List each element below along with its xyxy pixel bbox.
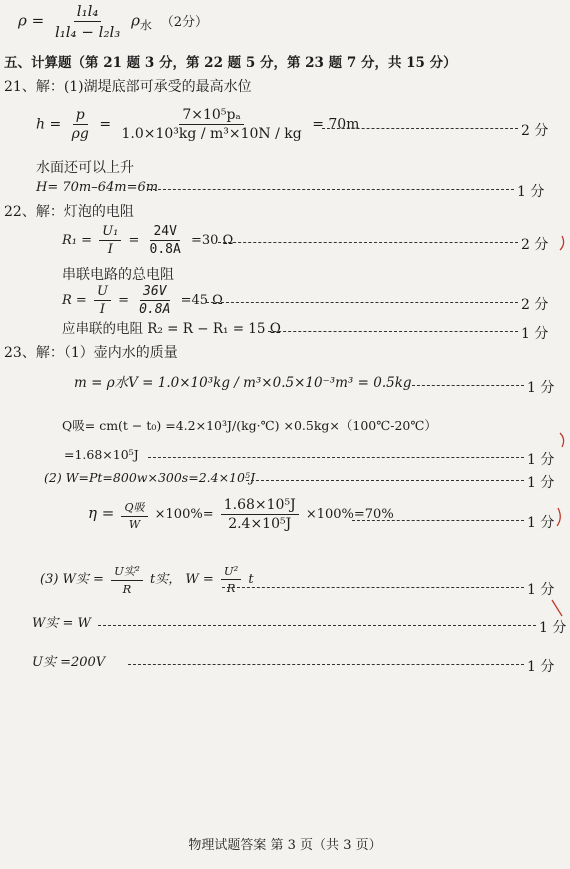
q23-p3-fraction2 [221,564,241,595]
pen-marks [540,0,570,869]
q21-H-score: 1 分 [517,184,545,200]
q22-heading: 22、解：灯泡的电阻 [4,204,134,220]
q22-r1-fraction2 [147,224,184,257]
pen-mark-2 [560,433,564,447]
q23-wsw-line: W实 = W [32,616,91,631]
q23-u-line: U实 =200V [32,655,106,670]
q23-p3-end: t [248,572,254,587]
q21-h-fraction2 [119,107,305,142]
q22-r-score: 2 分 [521,297,549,313]
q23-mass-line: m = ρ水V = 1.0×10³kg / m³×0.5×10⁻³m³ = 0.5kg [74,375,412,391]
q23-eta-f2-den: 2.4×10⁵J [228,516,292,532]
q23-eta-f2-num: 1.68×10⁵J [221,497,299,515]
q23-p3-f2-den: R [226,581,236,595]
q22-r-lhs: R = [62,293,87,308]
q21-height-formula: h = $\frac{p}{\rho g}$ = $\frac{\text{7×10⁵pₐ}}{\text{1.0×10³kg / m³×10N / kg}}$ = 70m [36,107,360,142]
q23-wsw-leader [98,625,536,626]
q23-p3-f2-num: U² [221,564,241,580]
q23-eta-score: 1 分 [527,515,555,531]
q23-p3-f1-num: U实² [111,563,143,581]
q22-r1-lhs: R₁ = [62,233,93,248]
q21-h-f1-den: ρg [71,126,89,142]
q21-H-line: H= 70m–64m=6m [36,180,159,195]
q23-eta-fraction2 [221,497,299,532]
q22-r-formula: R = $\frac{U}{I}$ = $\frac{36V}{0.8A}$ =45 Ω [62,284,223,317]
q23-p3-f1-den: R [122,582,132,596]
q21-h-score: 2 分 [521,123,549,139]
top-formula-fraction [52,2,123,41]
q22-r2-leader [268,331,518,332]
q23-eta-lhs: η = [88,504,115,522]
q22-r2-text: 应串联的电阻 R₂ = R − R₁ = 15 Ω [62,321,281,337]
q23-eta-leader [352,520,524,521]
q23-p3-score: 1 分 [527,582,555,598]
top-formula-den: l₁l₄ − l₂l₃ [54,23,121,41]
q23-part3-formula [40,563,254,596]
q23-eta-end: ×100%=70% [305,507,394,522]
pen-mark-4 [552,600,562,616]
q23-efficiency-formula [88,497,394,532]
q21-heading: 21、解：(1)湖堤底部可承受的最高水位 [4,79,252,95]
q22-r1-f1-num: U₁ [99,224,121,241]
q22-r-fraction1 [94,284,111,317]
section-title: 五、计算题（第 21 题 3 分，第 22 题 5 分，第 23 题 7 分，共 15 分） [4,55,457,71]
q23-p3-mid: t实， W = [150,572,214,587]
q22-r-fraction2 [136,284,173,317]
q22-r1-result: =30 Ω [190,233,234,248]
q22-r1-f2-den: 0.8A [149,242,181,257]
q23-eta-mid: ×100%= [154,507,214,522]
q22-series-text: 串联电路的总电阻 [62,267,174,283]
q22-r1-leader [218,242,518,243]
q22-r-f1-den: I [99,302,106,317]
top-formula [18,2,208,41]
q21-h-fraction1 [69,107,92,142]
q22-r1-f2-num: 24V [150,224,179,241]
q21-rise-text: 水面还可以上升 [36,160,134,176]
q22-r-f2-den: 0.8A [139,302,171,317]
page-footer: 物理试题答案 第 3 页（共 3 页） [188,838,382,853]
q23-mass-score: 1 分 [527,380,555,396]
top-formula-score: （2分） [160,14,208,30]
q21-h-lhs: h = [36,116,62,133]
q22-r1-score: 2 分 [521,237,549,253]
q23-heat-score: 1 分 [527,452,555,468]
q22-r1-fraction1 [99,224,121,257]
q21-h-f1-num: p [73,107,88,125]
q23-eta-f1-den: W [128,517,141,531]
q22-r-leader [206,302,518,303]
q21-h-result: = 70m [312,116,360,133]
q21-H-leader [148,189,514,190]
pen-mark-3 [557,508,560,526]
q21-h-f2-den: 1.0×10³kg / m³×10N / kg [121,126,302,142]
q23-heat-line: Q吸= cm(t − t₀) =4.2×10³J/(kg·℃) ×0.5kg×（100℃-20℃） [62,418,437,433]
q23-eta-f1-num: Q吸 [121,499,147,517]
q23-eta-fraction1 [121,499,147,531]
q23-u-leader [128,664,524,665]
q23-work-line: (2) W=Pt=800w×300s=2.4×10⁵J [44,470,255,485]
rho-water-subscript: 水 [139,18,152,33]
top-formula-num: l₁l₄ [74,2,102,22]
q23-work-leader [246,480,524,481]
q23-p3-fraction1 [111,563,143,596]
pen-mark-1 [560,236,564,250]
q23-u-score: 1 分 [527,659,555,675]
rho-water: ρ [131,11,140,30]
q23-work-score: 1 分 [527,475,555,491]
q22-r-f1-num: U [94,284,111,301]
q22-r1-formula: R₁ = $\frac{\text{U₁}}{I}$ = $\frac{24V}{0.8A}$ =30 Ω [62,224,234,257]
q21-h-f2-num: 7×10⁵pₐ [179,107,243,125]
q23-heat-leader [148,457,524,458]
q23-p3-pre: (3) W实 = [40,572,104,587]
q23-wsw-score: 1 分 [539,620,567,636]
q23-mass-leader [412,385,524,386]
q22-r-result: =45 Ω [180,293,223,308]
q23-heat-result: =1.68×10⁵J [64,447,139,462]
q22-r1-f1-den: I [107,242,113,257]
q22-r2-score: 1 分 [521,326,549,342]
top-formula-lhs: ρ = [18,11,45,30]
q23-p3-leader [222,587,524,588]
q21-h-leader [322,128,518,129]
q23-heading: 23、解：（1）壶内水的质量 [4,345,178,361]
q22-r-f2-num: 36V [140,284,169,301]
